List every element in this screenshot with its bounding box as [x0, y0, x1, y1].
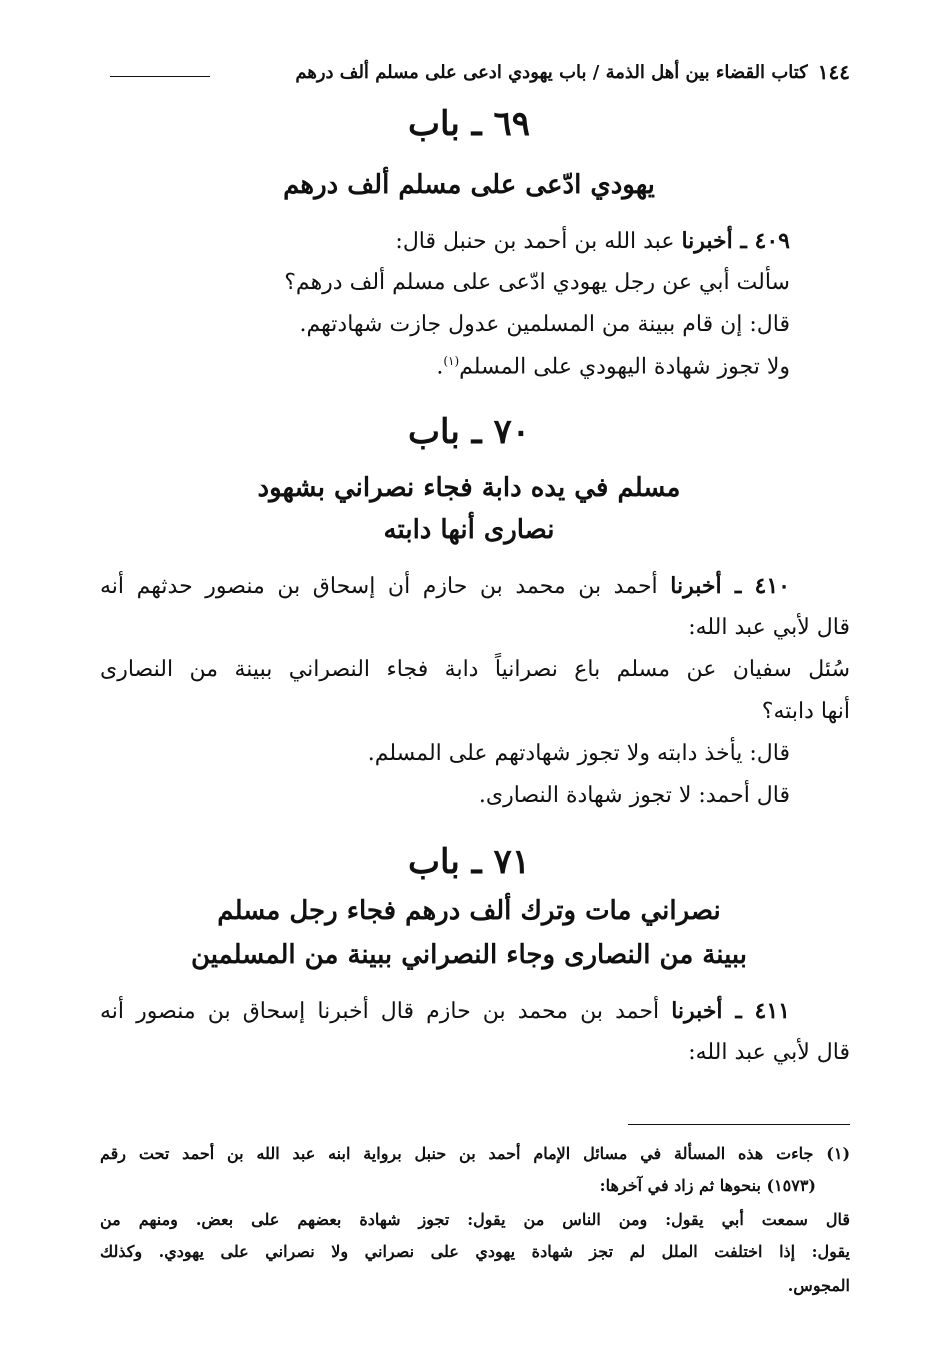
section-70-number: ٧٠ ـ باب	[408, 412, 530, 452]
paragraph-411-line-2: قال لأبي عبد الله:	[688, 1040, 850, 1065]
paragraph-409-lead: ٤٠٩ ـ أخبرنا	[681, 228, 790, 254]
paragraph-409-line-1: ٤٠٩ ـ أخبرنا عبد الله بن أحمد بن حنبل قال:	[395, 228, 790, 254]
paragraph-410-line-2: قال لأبي عبد الله:	[688, 615, 850, 640]
section-70-title-line-1: مسلم في يده دابة فجاء نصراني بشهود	[257, 473, 681, 503]
header-rule	[110, 76, 210, 77]
paragraph-410-line-5: قال: يأخذ دابته ولا تجوز شهادتهم على المسلم.	[367, 741, 790, 766]
paragraph-411-lead: ٤١١ ـ أخبرنا	[671, 998, 790, 1024]
footnote-ref-1[interactable]: (١)	[443, 354, 460, 368]
section-71-title-line-1: نصراني مات وترك ألف درهم فجاء رجل مسلم	[217, 896, 721, 926]
footnote-1-line-5: المجوس.	[787, 1276, 850, 1295]
footnote-1-line-4: يقول: إذا اختلفت الملل لم تجز شهادة يهودي على نصراني ولا نصراني على يهودي. وكذلك	[100, 1242, 850, 1261]
section-70-title-line-2: نصارى أنها دابته	[383, 515, 555, 545]
section-69-number: ٦٩ ـ باب	[408, 104, 530, 144]
paragraph-410-line-3: سُئل سفيان عن مسلم باع نصرانياً دابة فجاء النصراني ببينة من النصارى	[100, 657, 851, 682]
footnote-1-line-1: (١) جاءت هذه المسألة في مسائل الإمام أحمد بن حنبل برواية ابنه عبد الله بن أحمد تحت رقم	[100, 1144, 851, 1163]
paragraph-410-line-1: ٤١٠ ـ أخبرنا أحمد بن محمد بن حازم أن إسحاق بن منصور حدثهم أنه	[100, 573, 790, 599]
page-number: ١٤٤	[817, 60, 850, 84]
paragraph-410-line-6: قال أحمد: لا تجوز شهادة النصارى.	[478, 783, 790, 808]
paragraph-409-line-2: سألت أبي عن رجل يهودي ادّعى على مسلم ألف درهم؟	[284, 270, 790, 295]
footnote-1-line-3: قال سمعت أبي يقول: ومن الناس من يقول: تجوز شهادة بعضهم على بعض. ومنهم من	[100, 1210, 850, 1229]
paragraph-410-lead: ٤١٠ ـ أخبرنا	[670, 573, 790, 599]
paragraph-410-line-4: أنها دابته؟	[761, 699, 850, 724]
section-71-number: ٧١ ـ باب	[408, 842, 530, 882]
paragraph-411-line-1: ٤١١ ـ أخبرنا أحمد بن محمد بن حازم قال أخبرنا إسحاق بن منصور أنه	[100, 998, 790, 1024]
running-header	[100, 54, 850, 90]
paragraph-409-line-3: قال: إن قام ببينة من المسلمين عدول جازت شهادتهم.	[299, 312, 790, 337]
footnote-separator	[628, 1124, 850, 1125]
section-69-title: يهودي ادّعى على مسلم ألف درهم	[283, 170, 655, 200]
section-71-title-line-2: ببينة من النصارى وجاء النصراني ببينة من المسلمين	[190, 940, 748, 970]
paragraph-409-line-4: ولا تجوز شهادة اليهودي على المسلم$^{(١)}$.	[436, 354, 790, 380]
footnote-1-line-2: (١٥٧٣) بنحوها ثم زاد في آخرها:	[599, 1176, 816, 1195]
header-title: كتاب القضاء بين أهل الذمة / باب يهودي ادعى على مسلم ألف درهم	[295, 61, 808, 83]
